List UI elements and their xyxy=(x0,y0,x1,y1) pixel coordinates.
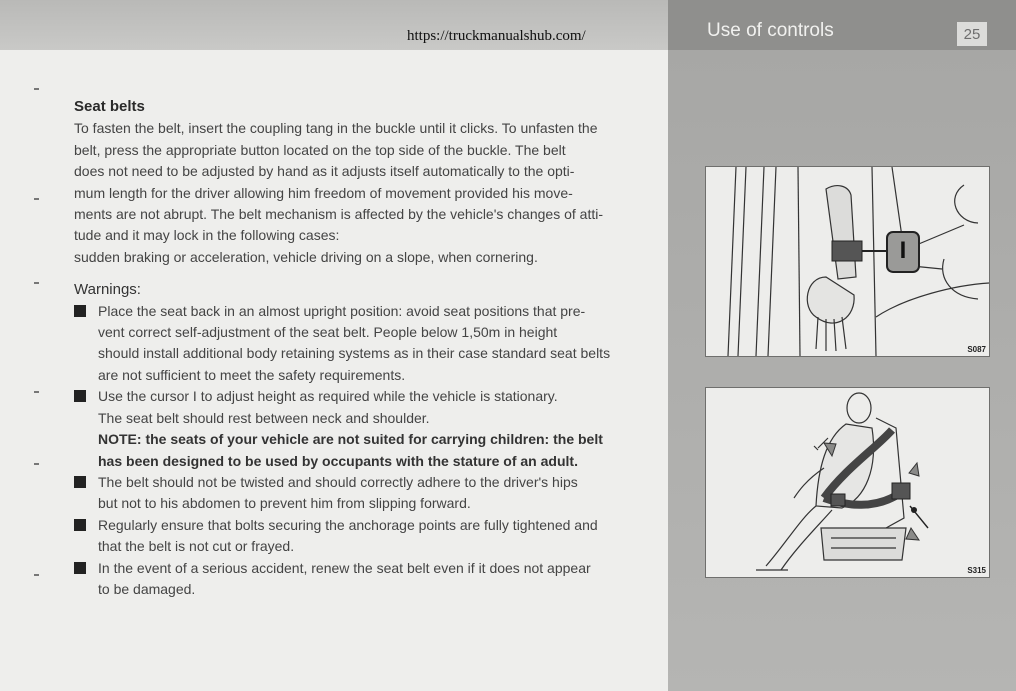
intro-line: sudden braking or acceleration, vehicle driving on a slope, when cornering. xyxy=(74,248,538,265)
intro-line: tude and it may lock in the following cases: xyxy=(74,227,340,244)
warning-item xyxy=(74,472,634,515)
belt-adjuster-illustration xyxy=(706,167,989,356)
figure-code: S315 xyxy=(967,566,986,575)
edge-mark xyxy=(34,198,39,200)
warning-line: The seat belt should rest between neck and shoulder. xyxy=(98,409,430,426)
warning-line xyxy=(74,472,634,493)
warning-line xyxy=(74,515,634,536)
warning-line xyxy=(74,558,634,579)
note-line: has been designed to be used by occupants with the stature of an adult. xyxy=(98,452,578,469)
bullet-square-icon xyxy=(74,305,86,317)
warning-text: Regularly ensure that bolts securing the anchorage points are fully tightened and xyxy=(98,516,598,533)
source-url[interactable]: https://truckmanualshub.com/ xyxy=(407,28,586,44)
intro-line: ments are not abrupt. The belt mechanism is affected by the vehicle's changes of atti- xyxy=(74,206,603,223)
warning-line: vent correct self-adjustment of the seat belt. People below 1,50m in height xyxy=(98,324,558,341)
figure-code: S087 xyxy=(967,345,986,354)
warning-line: but not to his abdomen to prevent him from slipping forward. xyxy=(98,495,471,512)
belt-adjuster-figure xyxy=(705,166,990,357)
warning-text: The belt should not be twisted and should correctly adhere to the driver's hips xyxy=(98,473,578,490)
bullet-square-icon xyxy=(74,390,86,402)
edge-mark xyxy=(34,574,39,576)
warning-line xyxy=(74,386,634,407)
warning-text: In the event of a serious accident, renew the seat belt even if it does not appear xyxy=(98,559,591,576)
warning-item xyxy=(74,515,634,558)
section-heading: Seat belts xyxy=(74,98,145,115)
warnings-heading: Warnings: xyxy=(74,281,141,299)
intro-line: To fasten the belt, insert the coupling tang in the buckle until it clicks. To unfasten the xyxy=(74,120,598,137)
intro-line: belt, press the appropriate button located on the top side of the buckle. The belt xyxy=(74,141,566,158)
intro-line: does not need to be adjusted by hand as it adjusts itself automatically to the opti- xyxy=(74,163,575,180)
bullet-square-icon xyxy=(74,562,86,574)
warning-item xyxy=(74,386,634,472)
warning-line xyxy=(74,301,634,322)
note-line: NOTE: the seats of your vehicle are not suited for carrying children: the belt xyxy=(98,431,603,448)
seated-occupant-illustration xyxy=(706,388,989,577)
edge-mark xyxy=(34,391,39,393)
edge-mark xyxy=(34,88,39,90)
warning-item xyxy=(74,558,634,601)
warning-line: should install additional body retaining systems as in their case standard seat belts xyxy=(98,345,611,362)
edge-mark xyxy=(34,282,39,284)
section-title: Use of controls xyxy=(707,20,834,41)
edge-mark xyxy=(34,463,39,465)
intro-line: mum length for the driver allowing him freedom of movement provided his move- xyxy=(74,184,573,201)
warning-line: to be damaged. xyxy=(98,580,196,597)
warning-item xyxy=(74,301,634,387)
callout-label: I xyxy=(899,237,907,264)
main-text xyxy=(74,96,634,600)
warning-text: Use the cursor I to adjust height as required while the vehicle is stationary. xyxy=(98,388,558,405)
warning-line: that the belt is not cut or frayed. xyxy=(98,538,295,555)
warning-line: are not sufficient to meet the safety requirements. xyxy=(98,366,406,383)
warning-text: Place the seat back in an almost upright position: avoid seat positions that pre- xyxy=(98,302,586,319)
page-number: 25 xyxy=(957,22,987,46)
bullet-square-icon xyxy=(74,476,86,488)
figure-sidebar xyxy=(668,50,1016,691)
bullet-square-icon xyxy=(74,519,86,531)
seated-occupant-figure xyxy=(705,387,990,578)
